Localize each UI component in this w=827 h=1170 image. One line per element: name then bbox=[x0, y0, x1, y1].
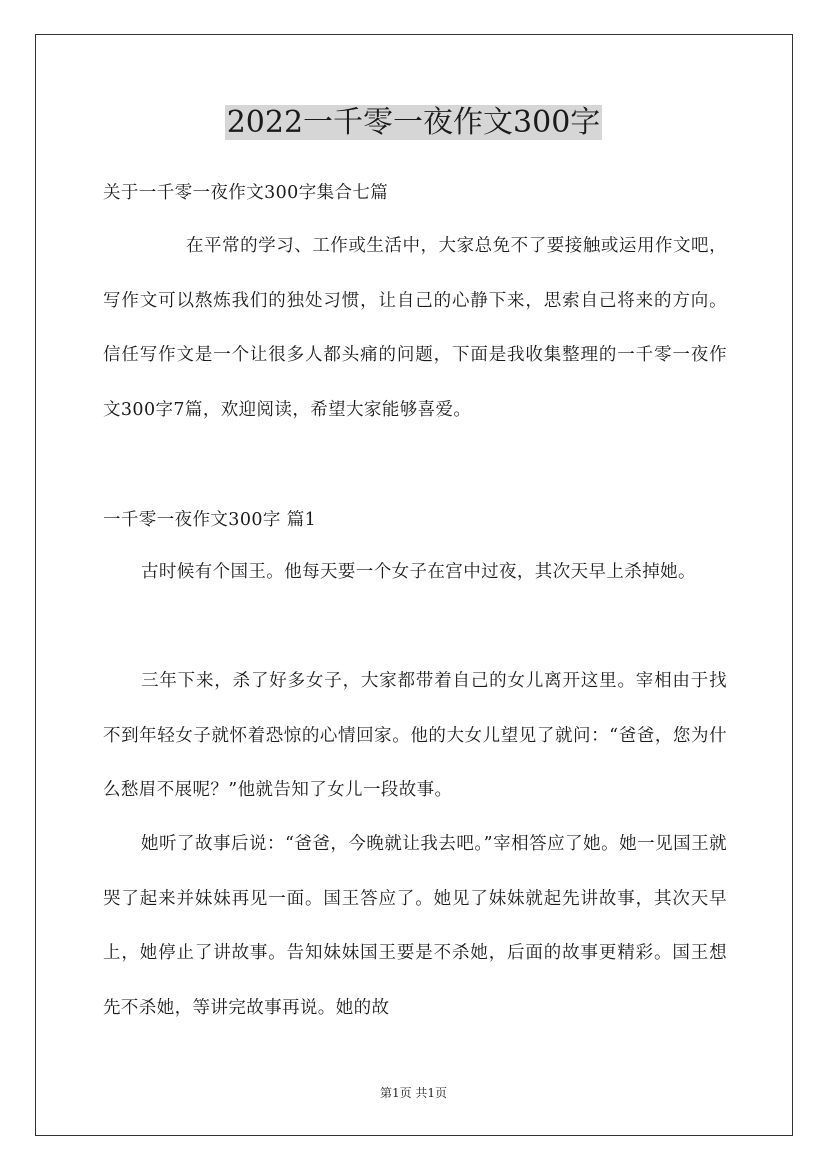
page-footer: 第1页 共1页 bbox=[379, 1086, 448, 1100]
document-subtitle: 关于一千零一夜作文300字集合七篇 bbox=[103, 183, 389, 203]
body-paragraph-3: 她听了故事后说：“爸爸，今晚就让我去吧。”宰相答应了她。她一见国王就哭了起来并妹妹再见一面。国王答应了。她见了妹妹就起先讲故事，其次天早上，她停止了讲故事。告知妹妹国王要是不杀她，后面的故事更精彩。国王想先不杀她，等讲完故事再说。她的故 bbox=[103, 834, 727, 1018]
intro-paragraph: 在平常的学习、工作或生活中，大家总免不了要接触或运用作文吧，写作文可以熬炼我们的独处习惯，让自己的心静下来，思索自己将来的方向。信任写作文是一个让很多人都头痛的问题，下面是我收集整理的一千零一夜作文300字7篇，欢迎阅读，希望大家能够喜爱。 bbox=[103, 236, 727, 420]
body-paragraph-2: 三年下来，杀了好多女子，大家都带着自己的女儿离开这里。宰相由于找不到年轻女子就怀着恐惊的心情回家。他的大女儿望见了就问：“爸爸，您为什么愁眉不展呢？”他就告知了女儿一段故事。 bbox=[103, 671, 727, 800]
document-title: 2022一千零一夜作文300字 bbox=[226, 105, 601, 140]
section-heading: 一千零一夜作文300字 篇1 bbox=[103, 510, 317, 530]
body-paragraph-1: 古时候有个国王。他每天要一个女子在宫中过夜，其次天早上杀掉她。 bbox=[141, 562, 696, 582]
